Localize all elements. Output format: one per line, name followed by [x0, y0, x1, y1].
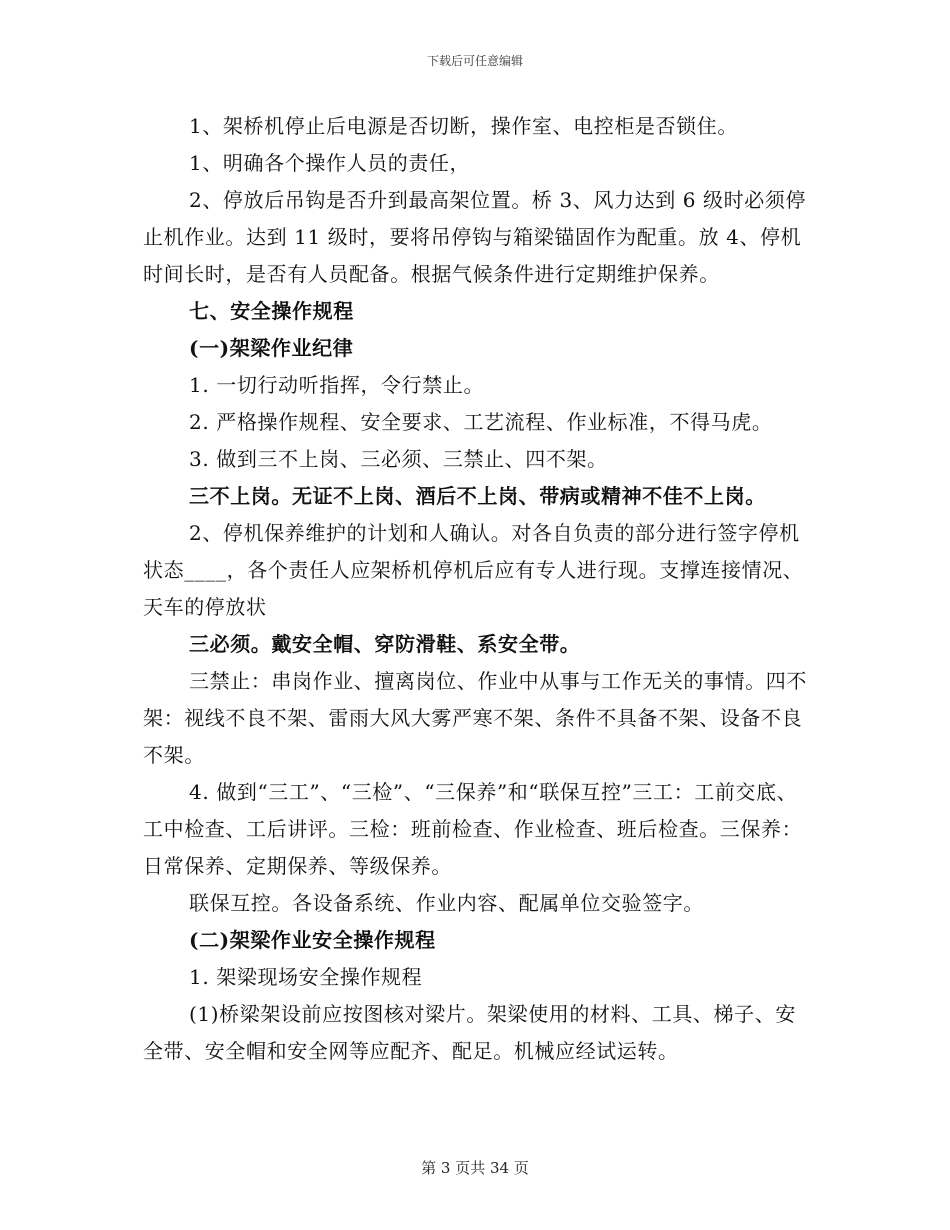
page-header-note: 下载后可任意编辑: [426, 54, 523, 68]
page-footer-number: 第 3 页共 34 页: [421, 1159, 529, 1177]
paragraph-three-prohibitions: 三禁止：串岗作业、擅离岗位、作业中从事与工作无关的事情。四不架：视线不良不架、雷雨大风大雾严寒不架、条件不具备不架、设备不良不架。: [143, 669, 807, 767]
paragraph-maintenance-plan: 2、停机保养维护的计划和人确认。对各自负责的部分进行签字停机状态____，各个责任人应架桥机停机后应有专人进行现。支撑连接情况、天车的停放状: [143, 521, 804, 619]
paragraph-joint-control: 联保互控。各设备系统、作业内容、配属单位交验签字。: [189, 891, 704, 915]
paragraph-site-rules-title: 1. 架梁现场安全操作规程: [189, 965, 423, 989]
paragraph-rule-2: 2. 严格操作规程、安全要求、工艺流程、作业标准，不得马虎。: [189, 410, 773, 434]
subsection-heading-operation-rules: (二)架梁作业安全操作规程: [189, 928, 436, 952]
paragraph-three-no-post: 三不上岗。无证不上岗、酒后不上岗、带病或精神不佳不上岗。: [189, 484, 766, 508]
paragraph-rule-1: 1. 一切行动听指挥，令行禁止。: [189, 373, 485, 397]
subsection-heading-discipline: (一)架梁作业纪律: [189, 336, 354, 360]
paragraph-rule-4: 4. 做到“三工”、“三检”、“三保养”和“联保互控”三工：工前交底、工中检查、工后讲评。三检：班前检查、作业检查、班后检查。三保养：日常保养、定期保养、等级保养。: [143, 780, 803, 878]
paragraph-hook-wind: 2、停放后吊钩是否升到最高架位置。桥 3、风力达到 6 级时必须停止机作业。达到 11 级时，要将吊停钩与箱梁锚固作为配重。放 4、停机时间长时，是否有人员配备。根据气候条件进行定期维护保养。: [143, 188, 807, 286]
paragraph-power-check: 1、架桥机停止后电源是否切断，操作室、电控柜是否锁住。: [189, 114, 738, 138]
paragraph-responsibility: 1、明确各个操作人员的责任，: [189, 151, 471, 175]
section-heading-safety-rules: 七、安全操作规程: [189, 299, 354, 323]
document-body: [143, 108, 807, 1070]
paragraph-rule-3: 3. 做到三不上岗、三必须、三禁止、四不架。: [189, 447, 608, 471]
paragraph-site-rule-1: (1)桥梁架设前应按图核对梁片。架梁使用的材料、工具、梯子、安全带、安全帽和安全网等应配齐、配足。机械应经试运转。: [143, 1002, 796, 1063]
paragraph-three-musts: 三必须。戴安全帽、穿防滑鞋、系安全带。: [189, 632, 581, 656]
